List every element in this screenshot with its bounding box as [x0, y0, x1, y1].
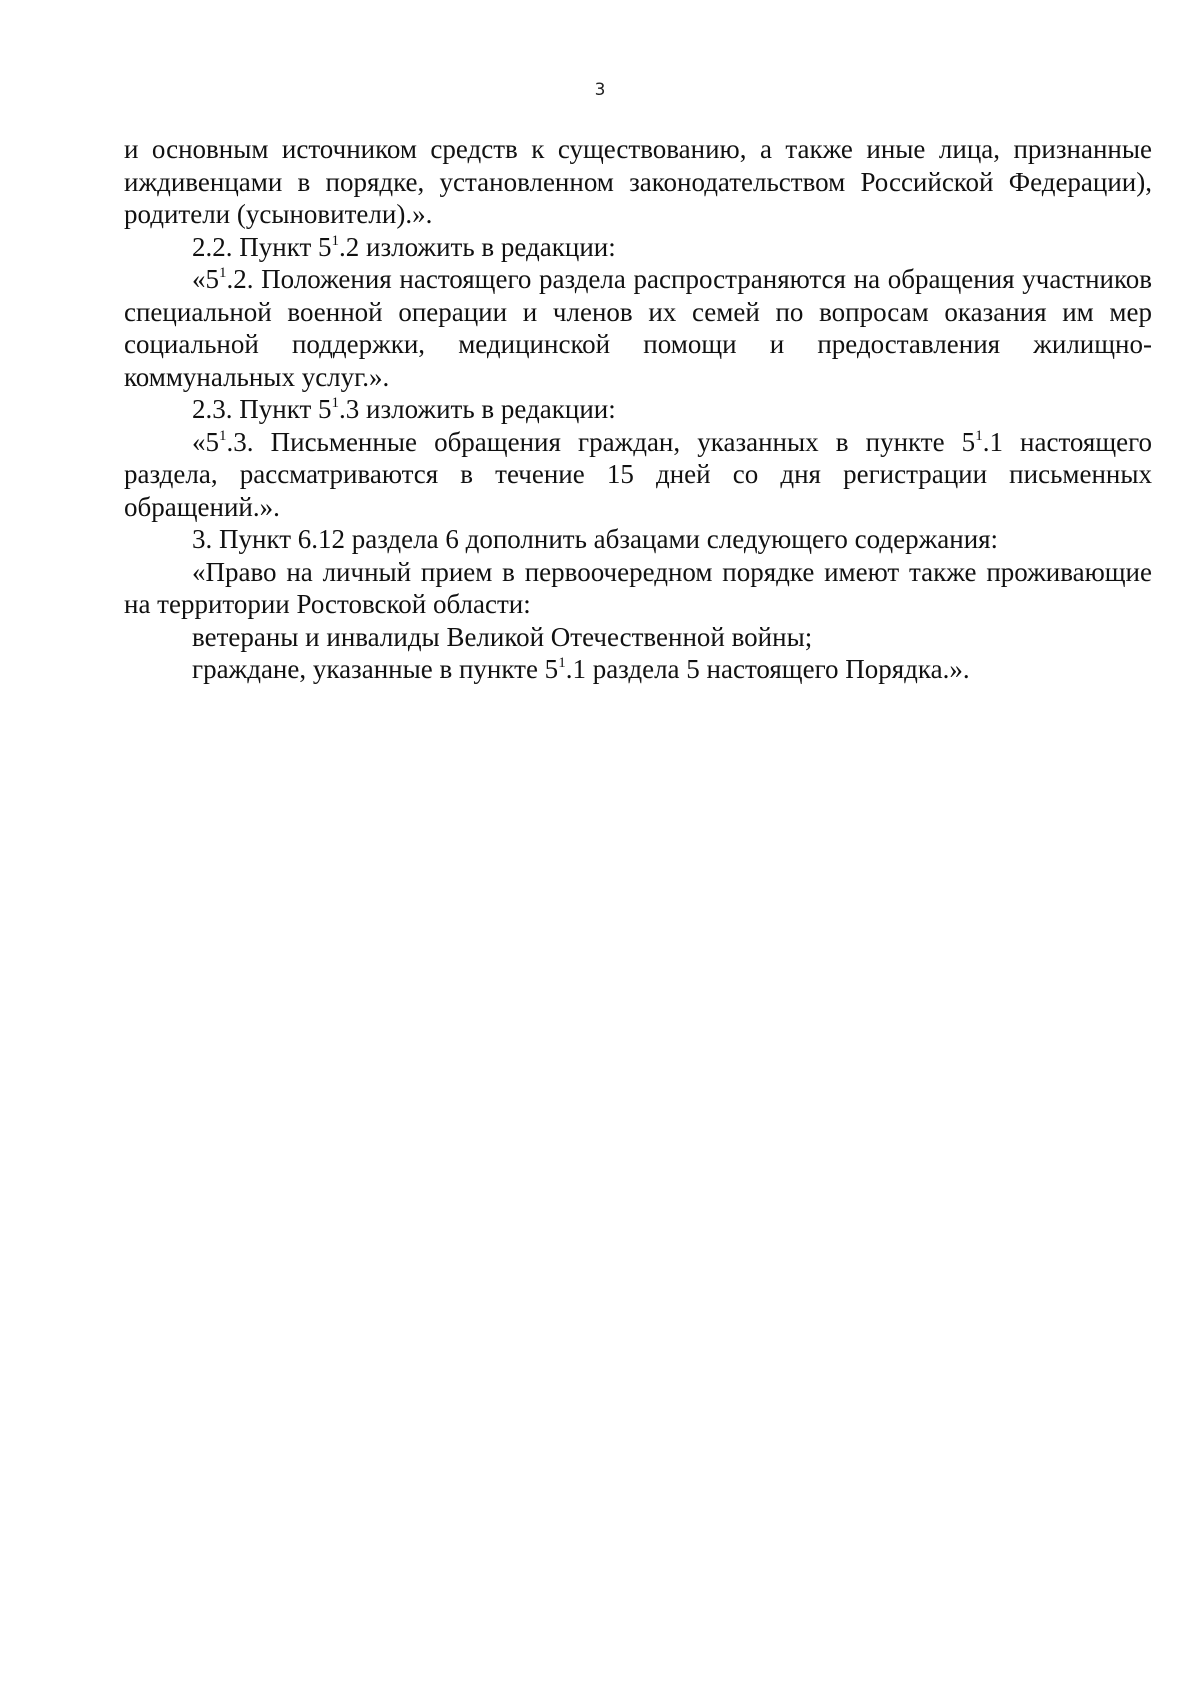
superscript: 1 — [219, 265, 227, 281]
paragraph-item-3: 3. Пункт 6.12 раздела 6 дополнить абзацами следующего содержания: — [192, 524, 999, 554]
clause-5-1-3-text-start: «5 — [192, 426, 219, 457]
paragraph-clause-5-1-2 — [124, 263, 1152, 393]
item-2-2-text-start: 2.2. Пункт 5 — [192, 231, 332, 262]
paragraph-veterans: ветераны и инвалиды Великой Отечественной войны; — [192, 621, 813, 652]
superscript: 1 — [558, 655, 566, 671]
document-body — [124, 133, 1152, 686]
clause-5-1-3-text-end: .1 настоящего раздела, рассматриваются в течение 15 дней со дня регистрации письменных обращений.». — [124, 426, 1152, 522]
clause-5-1-3-text-middle: .3. Письменные обращения граждан, указанных в пункте 5 — [226, 426, 976, 457]
citizens-text-end: .1 раздела 5 настоящего Порядка.». — [565, 654, 970, 684]
item-2-3-text-end: .3 изложить в редакции: — [339, 394, 616, 424]
paragraph-item-2-2 — [124, 231, 1152, 264]
clause-5-1-2-text-end: .2. Положения настоящего раздела распространяются на обращения участников специальной военной операции и членов их семей по вопросам оказания им мер социальной поддержки, медицинской помощи и предоставления жилищно-коммунальных услуг.». — [124, 264, 1152, 392]
superscript: 1 — [331, 395, 340, 411]
item-2-2-text-end: .2 изложить в редакции: — [339, 231, 616, 262]
clause-5-1-2-text-start: «5 — [192, 264, 219, 294]
citizens-text-start: граждане, указанные в пункте 5 — [192, 654, 559, 684]
paragraph-clause-5-1-3 — [124, 426, 1152, 524]
paragraph-item-2-3 — [124, 393, 1152, 426]
item-2-3-text-start: 2.3. Пункт 5 — [192, 394, 332, 424]
page-number: 3 — [594, 80, 606, 100]
superscript: 1 — [975, 427, 983, 444]
paragraph-citizens — [124, 653, 1152, 686]
paragraph-priority-reception: «Право на личный прием в первоочередном порядке имеют также проживающие на территории Ростовской области: — [124, 556, 1152, 619]
superscript: 1 — [219, 427, 227, 444]
paragraph-continuation: и основным источником средств к существованию, а также иные лица, признанные иждивенцами в порядке, установленном законодательством Российской Федерации), родители (усыновители).». — [124, 134, 1152, 229]
superscript: 1 — [331, 232, 340, 249]
